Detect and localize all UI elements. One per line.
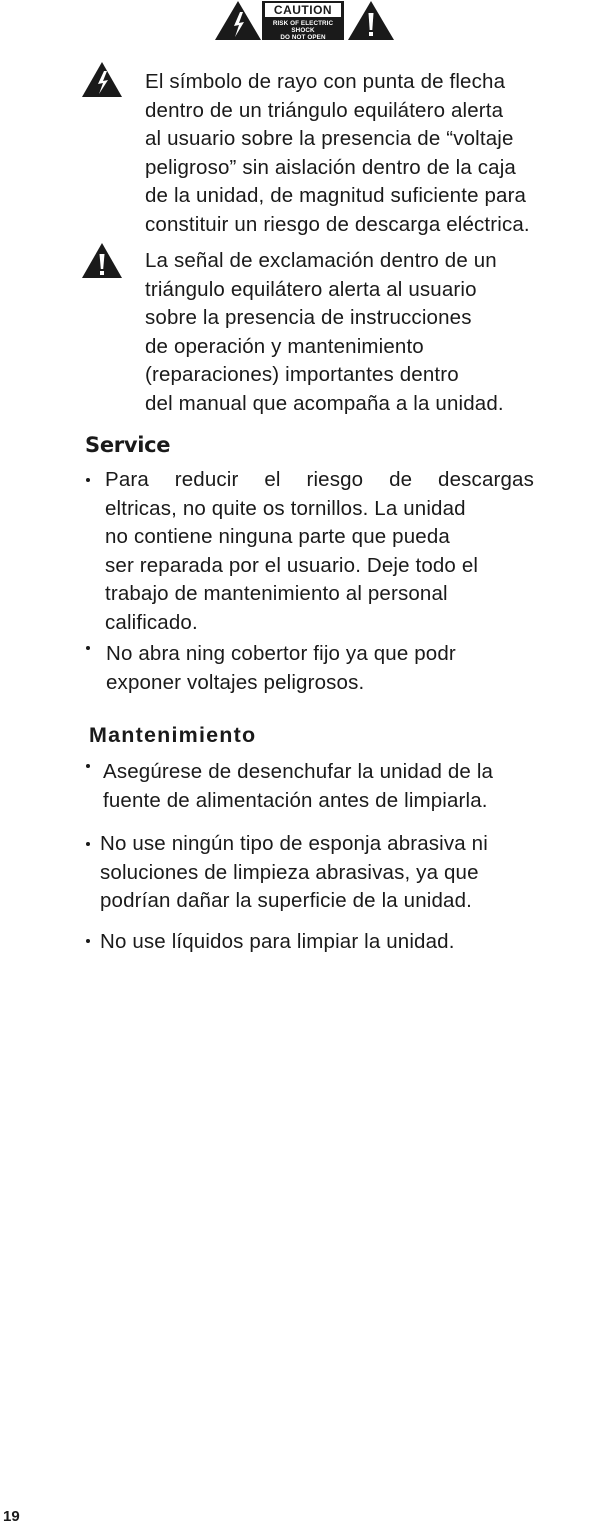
word: el [264,468,281,491]
text-line: calificado. [105,610,198,634]
text-line: de operación y mantenimiento [145,334,424,358]
lightning-symbol-description [145,68,530,239]
exclamation-triangle-icon [82,243,122,279]
caution-line-2: DO NOT OPEN [280,34,326,41]
bullet [86,842,90,846]
bullet [86,764,90,768]
text-line: (reparaciones) importantes dentro [145,363,459,386]
service-item-cover [106,640,456,697]
text-line: eltricas, no quite os tornillos. La unidad [105,496,466,520]
text-line: trabajo de mantenimiento al personal [105,582,448,605]
text-line: sobre la presencia de instrucciones [145,306,472,329]
text-line: triángulo equilátero alerta al usuario [145,277,477,301]
exclamation-symbol-description [145,247,504,418]
justified-line [105,466,534,495]
text-line: ser reparada por el usuario. Deje todo el [105,553,479,577]
exclamation-triangle-icon [348,1,394,40]
lightning-triangle-icon [215,1,261,40]
maintenance-item-liquids [100,928,455,957]
text-line: No use ningún tipo de esponja abrasiva ni [100,832,488,855]
bullet [86,646,90,650]
lightning-triangle-icon [82,62,122,98]
text-line: de la unidad, de magnitud suficiente para [145,184,527,207]
maintenance-item-unplug [103,758,493,815]
page-number: 19 [3,1508,20,1525]
text-line: No use líquidos para limpiar la unidad. [100,930,455,953]
caution-box [262,1,344,40]
word: de [389,468,413,491]
word: descargas [438,468,534,491]
text-line: al usuario sobre la presencia de “voltaje [145,127,514,150]
text-line: del manual que acompaña a la unidad. [145,391,504,415]
text-line: La señal de exclamación dentro de un [145,249,497,272]
text-line: no contiene ninguna parte que pueda [105,525,450,548]
text-line: soluciones de limpieza abrasivas, ya que [100,860,479,884]
caution-label [214,0,394,42]
text-line: podrían dañar la superficie de la unidad. [100,889,472,912]
text-line: dentro de un triángulo equilátero alerta [145,98,504,122]
text-line: Asegúrese de desenchufar la unidad de la [103,760,494,783]
text-line: constituir un riesgo de descarga eléctrica. [145,212,530,236]
service-heading: Service [85,433,171,457]
caution-line-1: RISK OF ELECTRIC SHOCK [272,20,334,34]
text-line: fuente de alimentación antes de limpiarla. [103,788,488,812]
caution-title: CAUTION [265,3,341,17]
word: riesgo [306,468,364,491]
service-item-screws [105,466,534,637]
word: reducir [174,468,239,491]
word: Para [105,468,149,491]
text-line: peligroso” sin aislación dentro de la caja [145,155,516,179]
maintenance-item-abrasives [100,830,488,916]
text-line: No abra ning cobertor fijo ya que podr [106,642,456,665]
bullet [86,939,90,943]
text-line: exponer voltajes peligrosos. [106,670,365,694]
maintenance-heading: Mantenimiento [89,723,257,747]
bullet [86,478,90,482]
text-line: El símbolo de rayo con punta de flecha [145,70,506,93]
